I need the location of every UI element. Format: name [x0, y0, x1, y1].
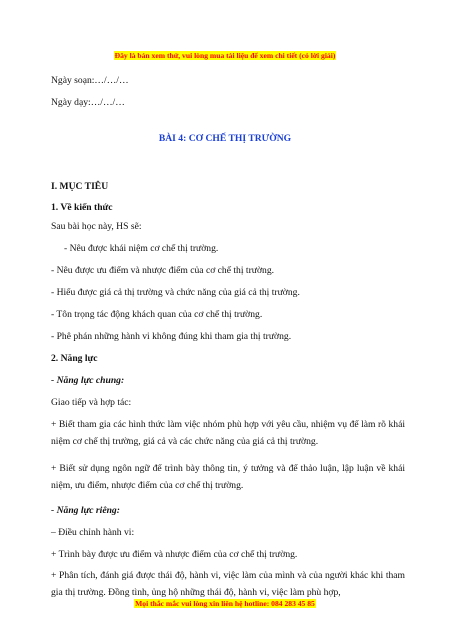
knowledge-item: - Phê phán những hành vi không đúng khi tham gia thị trường. [51, 331, 292, 342]
hotline-text: Mọi thắc mắc vui lòng xin liên hệ hotline: 084 283 45 85 [135, 599, 315, 608]
knowledge-item: - Tôn trọng tác động khách quan của cơ chế thị trường. [51, 309, 263, 320]
knowledge-item: - Nêu được khái niệm cơ chế thị trường. [64, 243, 219, 254]
knowledge-item: - Hiểu được giá cả thị trường và chức năng của giá cả thị trường. [51, 287, 300, 298]
section-heading: I. MỤC TIÊU [51, 181, 109, 192]
specific-competence-sub: – Điều chỉnh hành vi: [51, 527, 135, 538]
knowledge-item: - Nêu được ưu điểm và nhược điểm của cơ chế thị trường. [51, 265, 275, 276]
specific-competence-heading: - Năng lực riêng: [51, 505, 120, 516]
general-competence-sub: Giao tiếp và hợp tác: [51, 397, 132, 408]
general-competence-heading: - Năng lực chung: [51, 375, 125, 386]
knowledge-heading: 1. Về kiến thức [51, 202, 113, 213]
preview-notice-banner [0, 51, 450, 60]
date-prepared: Ngày soạn:…/…/… [51, 75, 129, 86]
preview-notice-text: Đây là bản xem thử, vui lòng mua tài liệu để xem chi tiết (có lời giải) [114, 51, 336, 60]
hotline-banner [0, 599, 450, 608]
general-competence-item: + Biết tham gia các hình thức làm việc nhóm phù hợp với yêu cầu, nhiệm vụ để làm rõ khái niệm cơ chế thị trường, giá cả và các chức năng của giá cả thị trường. [51, 419, 405, 447]
specific-competence-item: + Trình bày được ưu điểm và nhược điểm của cơ chế thị trường. [51, 549, 298, 560]
date-taught: Ngày dạy:…/…/… [51, 97, 125, 108]
general-competence-item: + Biết sử dụng ngôn ngữ để trình bày thông tin, ý tưởng và để thảo luận, lập luận về khái niệm, ưu điểm, nhược điểm của cơ chế thị trường. [51, 463, 405, 491]
knowledge-intro: Sau bài học này, HS sẽ: [51, 221, 142, 232]
specific-competence-item: + Phân tích, đánh giá được thái độ, hành vi, việc làm của mình và của người khác khi tham gia thị trường. Đồng tình, ủng hộ những thái độ, hành vi, việc làm phù hợp, [51, 570, 405, 598]
competence-heading: 2. Năng lực [51, 353, 98, 364]
lesson-title: BÀI 4: CƠ CHẾ THỊ TRƯỜNG [158, 133, 292, 144]
